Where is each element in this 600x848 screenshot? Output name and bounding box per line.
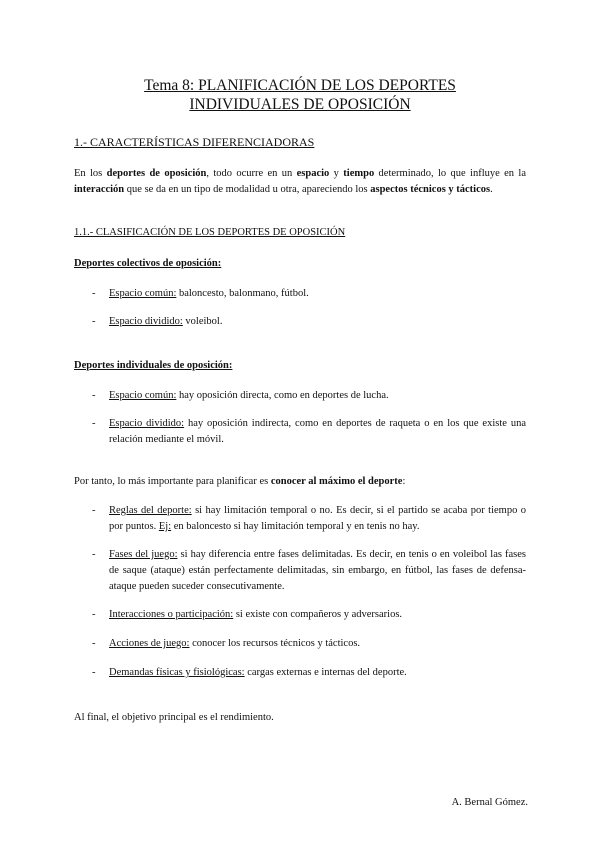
conclusion-paragraph: Por tanto, lo más importante para planificar es conocer al máximo el deporte: [74,476,406,487]
list-item: - Espacio común: baloncesto, balonmano, fútbol. [92,288,309,299]
list-item: - Fases del juego: si hay diferencia entre fases delimitadas. Es decir, en tenis o en voleibol las fases de saque (ataque) están perfectamente delimitadas, sin embargo, en fútbol, las fases de defensa-ataque pueden suceder consecutivamente. [92,549,526,592]
list-item: - Espacio dividido: voleibol. [92,316,223,327]
list-item: - Interacciones o participación: si existe con compañeros y adversarios. [92,609,403,620]
subheading-individuales: Deportes individuales de oposición: [74,360,233,371]
subheading-colectivos: Deportes colectivos de oposición: [74,258,222,269]
final-paragraph: Al final, el objetivo principal es el rendimiento. [74,712,274,723]
page-title-line1: Tema 8: PLANIFICACIÓN DE LOS DEPORTES [144,77,456,94]
list-item: - Demandas físicas y fisiológicas: cargas externas e internas del deporte. [92,667,407,678]
section-heading-1: 1.- CARACTERÍSTICAS DIFERENCIADORAS [74,135,315,149]
page-title-line2: INDIVIDUALES DE OPOSICIÓN [189,96,411,113]
intro-paragraph: En los deportes de oposición, todo ocurre en un espacio y tiempo determinado, lo que influye en la interacción que se da en un tipo de modalidad u otra, apareciendo los aspectos técnicos y tácticos. [74,168,526,195]
author-signature: A. Bernal Gómez. [451,797,528,808]
list-item: - Espacio común: hay oposición directa, como en deportes de lucha. [92,390,389,401]
section-heading-1-1: 1.1.- CLASIFICACIÓN DE LOS DEPORTES DE OPOSICIÓN [74,227,346,238]
list-item: - Acciones de juego: conocer los recursos técnicos y tácticos. [92,638,361,649]
list-item: - Reglas del deporte: si hay limitación temporal o no. Es decir, si el partido se acaba por tiempo o por puntos. Ej: en baloncesto si hay limitación temporal y en tenis no hay. [92,505,526,532]
list-item: - Espacio dividido: hay oposición indirecta, como en deportes de raqueta o en los que existe una relación mediante el móvil. [92,418,526,445]
